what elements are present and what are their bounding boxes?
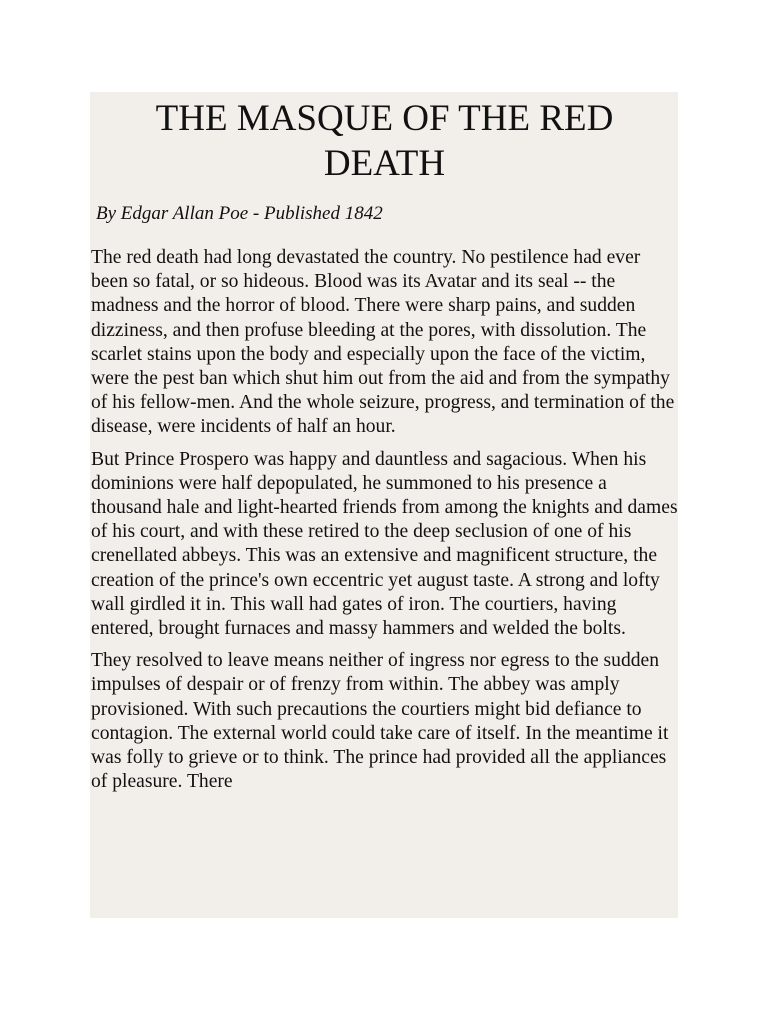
document-page	[90, 92, 678, 918]
author-byline: By Edgar Allan Poe - Published 1842	[96, 203, 383, 224]
paragraph-3: They resolved to leave means neither of ingress nor egress to the sudden impulses of despair or of frenzy from within. The abbey was amply provisioned. With such precautions the courtiers might bid defiance to contagion. The external world could take care of itself. In the meantime it was folly to grieve or to think. The prince had provided all the appliances of pleasure. There	[91, 650, 669, 793]
paragraph-1: The red death had long devastated the country. No pestilence had ever been so fatal, or so hideous. Blood was its Avatar and its seal -- the madness and the horror of blood. There were sharp pains, and sudden dizziness, and then profuse bleeding at the pores, with dissolution. The scarlet stains upon the body and especially upon the face of the victim, were the pest ban which shut him out from the aid and from the sympathy of his fellow-men. And the whole seizure, progress, and termination of the disease, were incidents of half an hour.	[91, 247, 675, 438]
document-title: THE MASQUE OF THE RED DEATH	[155, 98, 614, 184]
paragraph-2: But Prince Prospero was happy and dauntless and sagacious. When his dominions were half depopulated, he summoned to his presence a thousand hale and light-hearted friends from among the knights and dames of his court, and with these retired to the deep seclusion of one of his crenellated abbeys. This was an extensive and magnificent structure, the creation of the prince's own eccentric yet august taste. A strong and lofty wall girdled it in. This wall had gates of iron. The courtiers, having entered, brought furnaces and massy hammers and welded the bolts.	[91, 448, 678, 640]
